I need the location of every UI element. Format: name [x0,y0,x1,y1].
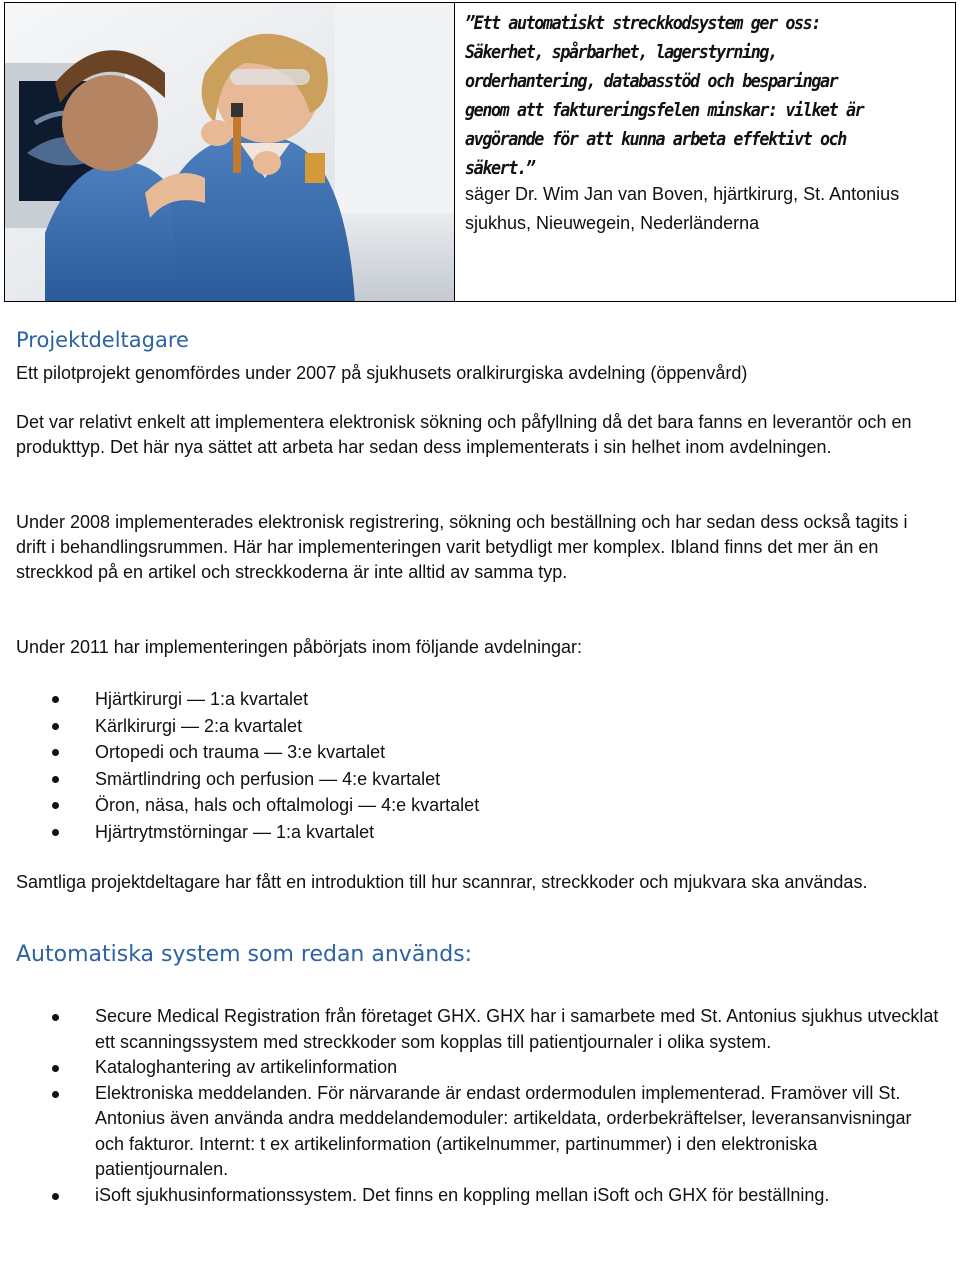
department-list [0,686,940,845]
quote-cell [455,3,955,301]
bullet-icon [52,1014,59,1021]
list-item-text: iSoft sjukhusinformationssystem. Det finns en koppling mellan iSoft och GHX för beställning. [95,1184,830,1205]
list-item-text: Kataloghantering av artikelinformation [95,1057,398,1077]
systems-list [0,1004,940,1208]
section-heading-projektdeltagare: Projektdeltagare [16,328,189,352]
bullet-icon [52,1065,59,1072]
bullet-icon [52,723,59,730]
bullet-icon [52,749,59,756]
list-item-text: Kärlkirurgi — 2:a kvartalet [95,715,303,736]
quote-attribution: säger Dr. Wim Jan van Boven, hjärtkirurg, St. Antonius sjukhus, Nieuwegein, Nederländerna [465,184,900,233]
bullet-icon [52,802,59,809]
paragraph-2008: Under 2008 implementerades elektronisk registrering, sökning och beställning och har sedan dess också tagits i drift i behandlingsrummen. Här har implementeringen varit betydligt mer komplex. Ibland finns det mer än en streckkod på en artikel och streckkoderna är inte alltid av samma typ. [16,512,908,582]
paragraph-pilot: Ett pilotprojekt genomfördes under 2007 på sjukhusets oralkirurgiska avdelning (öppenvård) [16,363,748,383]
list-item-text: Ortopedi och trauma — 3:e kvartalet [95,742,386,762]
section-heading-automatiska-system: Automatiska system som redan används: [16,942,473,967]
bullet-icon [52,776,59,783]
list-item [0,1081,940,1183]
list-item-text: Secure Medical Registration från företaget GHX. GHX har i samarbete med St. Antonius sjukhus utvecklat ett scanningssystem med streckkoder som kopplas till patientjournaler i olika system. [95,1006,939,1052]
list-item [0,1183,940,1209]
photo-illustration [5,3,455,301]
list-item [0,739,940,766]
list-item-text: Elektroniska meddelanden. För närvarande är endast ordermodulen implementerad. Framöver vill St. Antonius även använda andra meddelandemoduler: artikeldata, orderbekräftelser, leveransanvisningar och fakturor. Internt: t ex artikelinformation (artikelnummer, partinummer) i den elektroniska patientjournalen. [95,1082,912,1179]
list-item-text: Hjärtkirurgi — 1:a kvartalet [95,689,309,709]
bullet-icon [52,1193,59,1200]
list-item [0,1004,940,1055]
list-item [0,1055,940,1081]
bullet-icon [52,829,59,836]
bullet-icon [52,696,59,703]
header-table [4,2,956,302]
paragraph-introduction: Samtliga projektdeltagare har fått en introduktion till hur scannrar, streckkoder och mjukvara ska användas. [16,872,868,892]
list-item [0,713,940,740]
list-item [0,686,940,713]
bullet-icon [52,1091,59,1098]
list-item [0,819,940,846]
paragraph-implementation: Det var relativt enkelt att implementera elektronisk sökning och påfyllning då det bara fanns en leverantör och en produkttyp. Det här nya sättet att arbeta har sedan dess implementerats i sin helhet inom avdelningen. [16,412,912,457]
paragraph-2011: Under 2011 har implementeringen påbörjats inom följande avdelningar: [16,637,583,657]
dental-lab-photo [5,3,455,301]
list-item-text: Hjärtrytmstörningar — 1:a kvartalet [95,821,375,842]
list-item-text: Öron, näsa, hals och oftalmologi — 4:e kvartalet [95,795,480,815]
list-item [0,766,940,793]
quote-text: ”Ett automatiskt streckkodsystem ger oss: Säkerhet, spårbarhet, lagerstyrning, orderhantering, databasstöd och besparingar genom att faktureringsfelen minskar: vilket är avgörande för att kunna arbeta effektivt och säkert.” [465,12,864,179]
list-item [0,792,940,819]
list-item-text: Smärtlindring och perfusion — 4:e kvartalet [95,768,441,789]
